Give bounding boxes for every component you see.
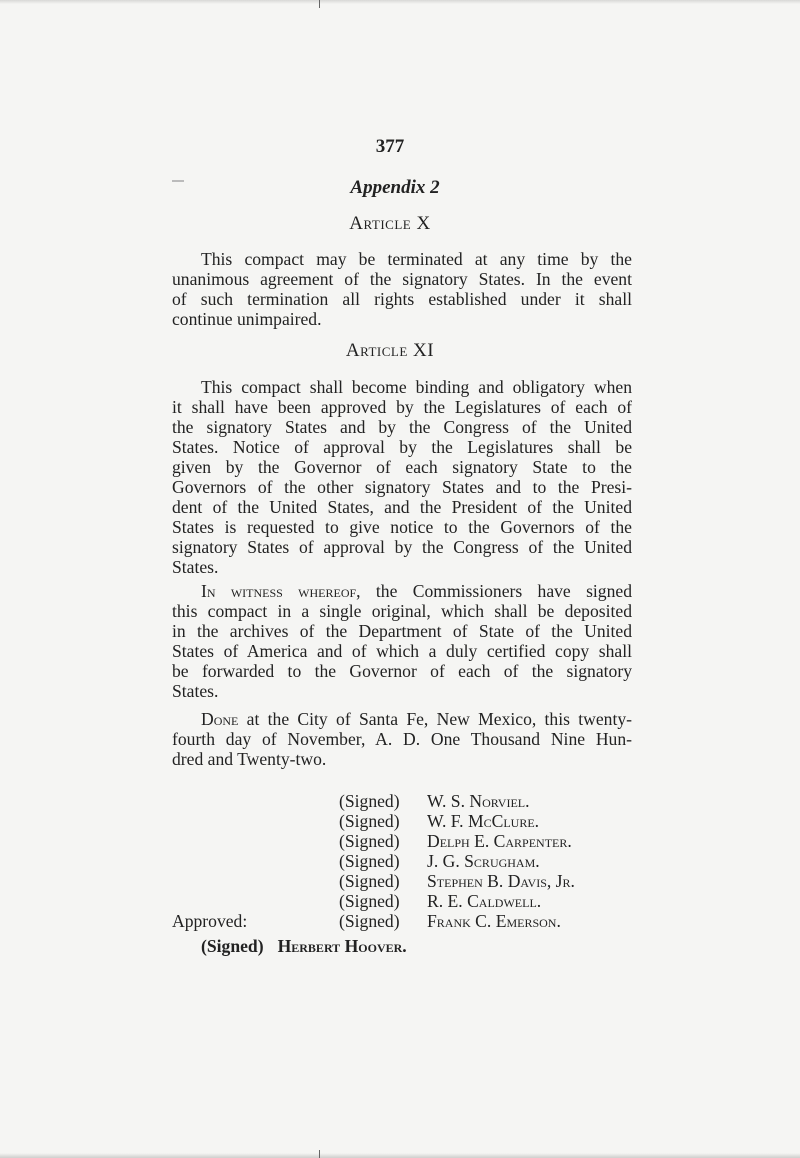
signatory-list [339, 791, 575, 931]
text-line: States is requested to give notice to the Governors of the [172, 517, 632, 537]
signatory-name: Frank C. Emerson. [427, 911, 561, 931]
text-line: the signatory States and by the Congress of the United [172, 417, 632, 437]
signatory-row [339, 911, 575, 931]
text-line: States. [172, 557, 219, 577]
approval-signature [201, 936, 407, 956]
signatory-row [339, 791, 575, 811]
signed-label: (Signed) [339, 891, 400, 911]
signed-label: (Signed) [339, 811, 400, 831]
article-xi-paragraph [172, 377, 632, 577]
page-number: 377 [375, 136, 405, 157]
text-line: given by the Governor of each signatory State to the [172, 457, 632, 477]
witness-lead: In witness whereof, [201, 581, 361, 601]
page-bottom-edge [0, 1153, 800, 1158]
signed-label: (Signed) [339, 831, 400, 851]
approved-label: Approved: [172, 911, 248, 931]
text-line [172, 581, 632, 601]
text-line: This compact shall become binding and obligatory when [201, 377, 632, 397]
crop-mark-top [319, 0, 320, 8]
text-line: unanimous agreement of the signatory States. In the event [172, 269, 632, 289]
done-paragraph [172, 709, 632, 769]
signatory-row [339, 851, 575, 871]
signatory-name: Stephen B. Davis, Jr. [427, 871, 575, 891]
signed-label: (Signed) [339, 851, 400, 871]
text-line: signatory States of approval by the Congress of the United [172, 537, 632, 557]
appendix-title: Appendix 2 [350, 177, 440, 198]
signatory-name: Delph E. Carpenter. [427, 831, 572, 851]
text-line: Governors of the other signatory States and to the Presi- [172, 477, 632, 497]
page-top-edge [0, 0, 800, 4]
done-lead: Done [201, 709, 239, 729]
text-line: be forwarded to the Governor of each of the signatory [172, 661, 632, 681]
text-line: dred and Twenty-two. [172, 749, 327, 769]
signatory-name: W. S. Norviel. [427, 791, 530, 811]
text-line [172, 709, 632, 729]
signed-label: (Signed) [339, 791, 400, 811]
article-x-heading: Article X [349, 213, 431, 234]
signatory-row [339, 891, 575, 911]
crop-mark-bottom [319, 1150, 320, 1158]
article-xi-heading: Article XI [345, 340, 435, 361]
text-line: this compact in a single original, which shall be deposited [172, 601, 632, 621]
witness-paragraph [172, 581, 632, 701]
text-line: States. Notice of approval by the Legislatures shall be [172, 437, 632, 457]
text-line: it shall have been approved by the Legislatures of each of [172, 397, 632, 417]
signed-label: (Signed) [339, 871, 400, 891]
text-line: This compact may be terminated at any time by the [201, 249, 632, 269]
signatory-name: R. E. Caldwell. [427, 891, 542, 911]
text-line: dent of the United States, and the President of the United [172, 497, 632, 517]
text-line: States. [172, 681, 219, 701]
witness-first-line: the Commissioners have signed [360, 581, 633, 601]
signatory-row [339, 831, 575, 851]
article-x-paragraph [172, 249, 632, 329]
text-line: fourth day of November, A. D. One Thousand Nine Hun- [172, 729, 632, 749]
signed-label: (Signed) [339, 911, 400, 931]
signatory-name: W. F. McClure. [427, 811, 540, 831]
signatory-name: J. G. Scrugham. [427, 851, 540, 871]
text-line: continue unimpaired. [172, 309, 322, 329]
text-line: States of America and of which a duly certified copy shall [172, 641, 632, 661]
text-line: in the archives of the Department of State of the United [172, 621, 632, 641]
signatory-row [339, 871, 575, 891]
approval-signed-label: (Signed) [201, 936, 264, 956]
signatory-row [339, 811, 575, 831]
done-first-line: at the City of Santa Fe, New Mexico, this twenty- [238, 709, 632, 729]
text-line: of such termination all rights established under it shall [172, 289, 632, 309]
approval-name: Herbert Hoover. [277, 936, 407, 956]
